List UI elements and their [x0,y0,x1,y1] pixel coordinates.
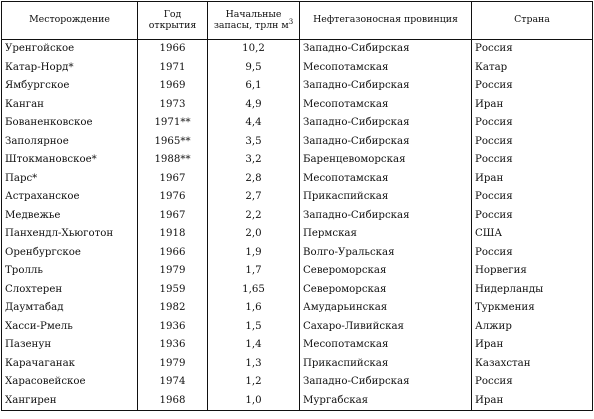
table-row [2,392,593,411]
cell-field: Штокмановское* [2,151,138,170]
cell-reserves: 2,0 [208,225,300,244]
cell-reserves: 2,7 [208,188,300,207]
table-row [2,114,593,133]
cell-field: Тролль [2,262,138,281]
cell-country: Россия [472,151,593,170]
cell-reserves: 3,5 [208,133,300,152]
cell-field: Медвежье [2,207,138,226]
table-row [2,207,593,226]
cell-country: Нидерланды [472,281,593,300]
cell-province: Пермская [300,225,472,244]
cell-country: Катар [472,59,593,78]
header-reserves [208,2,300,40]
header-country: Страна [472,2,593,40]
cell-field: Астраханское [2,188,138,207]
cell-country: Туркмения [472,299,593,318]
header-field: Месторождение [2,2,138,40]
cell-reserves: 1,3 [208,355,300,374]
cell-year: 1976 [138,188,208,207]
cell-field: Оренбургское [2,244,138,263]
cell-year: 1936 [138,336,208,355]
cell-country: Иран [472,336,593,355]
table-row [2,40,593,59]
header-province: Нефтегазоносная провинция [300,2,472,40]
cell-year: 1967 [138,170,208,189]
cell-province: Западно-Сибирская [300,373,472,392]
cell-reserves: 1,2 [208,373,300,392]
cell-year: 1966 [138,40,208,59]
cell-country: Иран [472,392,593,411]
cell-reserves: 1,4 [208,336,300,355]
cell-reserves: 2,2 [208,207,300,226]
table-row [2,59,593,78]
cell-field: Заполярное [2,133,138,152]
table-row [2,281,593,300]
cell-province: Сахаро-Ливийская [300,318,472,337]
cell-field: Слохтерен [2,281,138,300]
cell-province: Западно-Сибирская [300,77,472,96]
cell-year: 1968 [138,392,208,411]
cell-year: 1973 [138,96,208,115]
cell-reserves: 3,2 [208,151,300,170]
cell-country: Россия [472,244,593,263]
table-row [2,299,593,318]
cell-province: Месопотамская [300,59,472,78]
table-row [2,355,593,374]
cell-country: Россия [472,133,593,152]
gas-fields-table [1,1,593,411]
table-row [2,151,593,170]
cell-field: Уренгойское [2,40,138,59]
cell-year: 1936 [138,318,208,337]
table-row [2,188,593,207]
cell-year: 1967 [138,207,208,226]
cell-year: 1966 [138,244,208,263]
cell-field: Пазенун [2,336,138,355]
cell-year: 1918 [138,225,208,244]
cell-reserves: 10,2 [208,40,300,59]
cell-province: Амударьинская [300,299,472,318]
cell-year: 1979 [138,262,208,281]
table-row [2,225,593,244]
cell-year: 1969 [138,77,208,96]
cell-year: 1979 [138,355,208,374]
table-row [2,96,593,115]
cell-country: США [472,225,593,244]
cell-province: Мургабская [300,392,472,411]
cell-field: Харасовейское [2,373,138,392]
cell-province: Месопотамская [300,336,472,355]
table-row [2,318,593,337]
cell-reserves: 1,7 [208,262,300,281]
table-row [2,373,593,392]
cell-reserves: 1,5 [208,318,300,337]
cell-field: Даумтабад [2,299,138,318]
cell-field: Ямбургское [2,77,138,96]
cell-reserves: 2,8 [208,170,300,189]
cell-country: Россия [472,77,593,96]
cell-province: Западно-Сибирская [300,207,472,226]
table-header [2,2,593,40]
cell-year: 1959 [138,281,208,300]
header-reserves-text: Начальные запасы, трлн м [213,9,289,31]
cell-field: Бованенковское [2,114,138,133]
table-row [2,244,593,263]
cell-province: Североморская [300,281,472,300]
cell-year: 1971 [138,59,208,78]
cell-province: Месопотамская [300,96,472,115]
cell-year: 1982 [138,299,208,318]
cell-province: Месопотамская [300,170,472,189]
table-row [2,77,593,96]
cell-field: Карачаганак [2,355,138,374]
cell-province: Западно-Сибирская [300,40,472,59]
cell-country: Россия [472,40,593,59]
cell-reserves: 1,9 [208,244,300,263]
cell-year: 1965** [138,133,208,152]
table-body [2,40,593,411]
cell-country: Россия [472,373,593,392]
cell-field: Катар-Норд* [2,59,138,78]
table-row [2,170,593,189]
cell-reserves: 4,9 [208,96,300,115]
cell-field: Канган [2,96,138,115]
cell-province: Баренцевоморская [300,151,472,170]
cell-country: Иран [472,96,593,115]
cell-field: Хангирен [2,392,138,411]
cell-country: Россия [472,207,593,226]
cell-province: Западно-Сибирская [300,133,472,152]
cell-reserves: 6,1 [208,77,300,96]
cell-reserves: 4,4 [208,114,300,133]
cell-country: Россия [472,114,593,133]
cell-country: Алжир [472,318,593,337]
cell-reserves: 1,0 [208,392,300,411]
cell-reserves: 9,5 [208,59,300,78]
header-row [2,2,593,40]
cell-country: Казахстан [472,355,593,374]
table-row [2,336,593,355]
cell-province: Прикаспийская [300,188,472,207]
cell-province: Прикаспийская [300,355,472,374]
cell-country: Иран [472,170,593,189]
cell-year: 1988** [138,151,208,170]
cell-reserves: 1,6 [208,299,300,318]
cell-country: Норвегия [472,262,593,281]
cell-reserves: 1,65 [208,281,300,300]
cell-province: Волго-Уральская [300,244,472,263]
cell-year: 1974 [138,373,208,392]
cell-field: Хасси-Рмель [2,318,138,337]
cell-province: Западно-Сибирская [300,114,472,133]
cell-field: Парс* [2,170,138,189]
cell-field: Панхендл-Хьюготон [2,225,138,244]
cell-year: 1971** [138,114,208,133]
cell-province: Североморская [300,262,472,281]
cell-country: Россия [472,188,593,207]
header-reserves-sup: 3 [288,17,294,26]
table-row [2,133,593,152]
table-row [2,262,593,281]
header-year: Год открытия [138,2,208,40]
